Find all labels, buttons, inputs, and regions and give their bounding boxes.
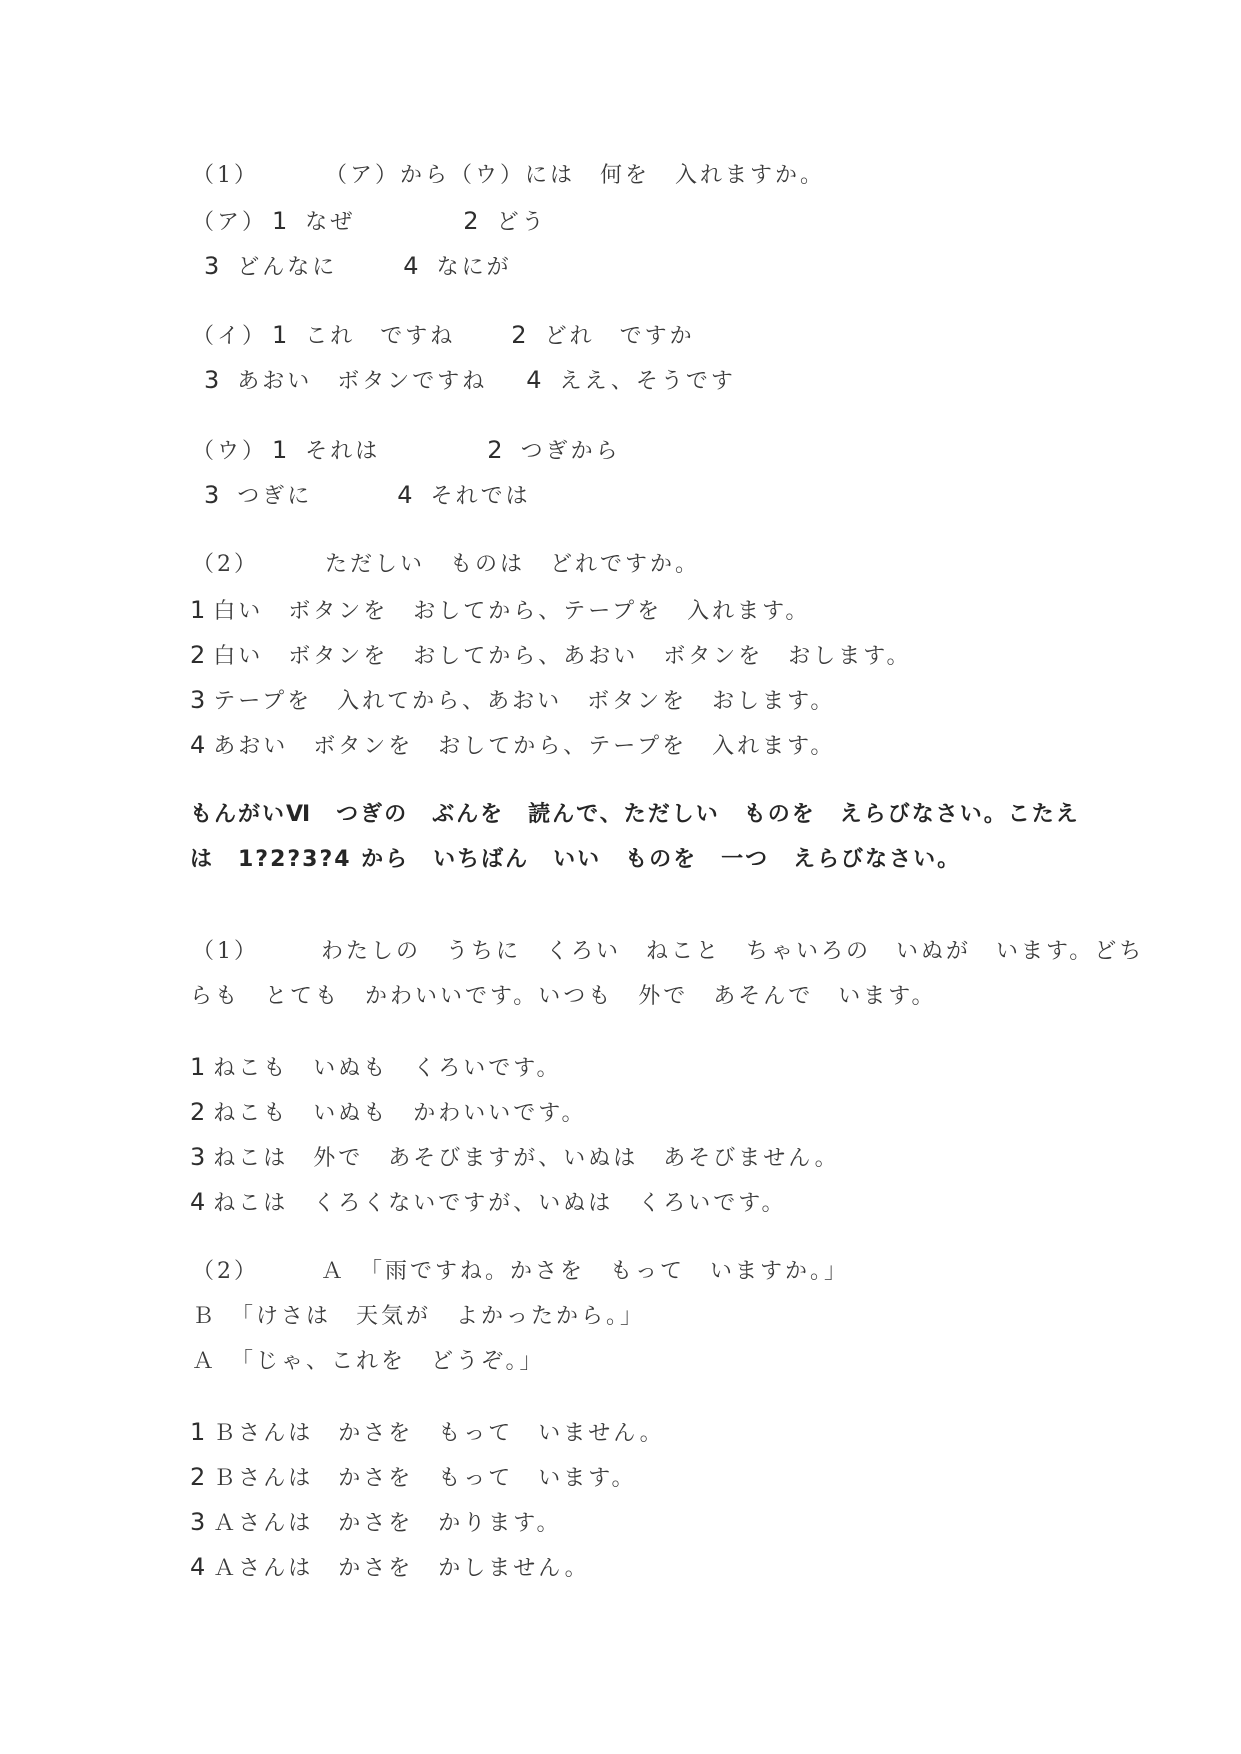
option-text: どれ ですか (544, 324, 695, 349)
dialogue-line: Ｂ 「けさは 天気が よかったから。」 (192, 1304, 646, 1329)
option-text: つぎから (520, 439, 621, 464)
choice-text: あおい ボタンを おしてから、テープを 入れます。 (213, 734, 836, 759)
choice-text: Ａさんは かさを かります。 (213, 1511, 562, 1536)
choice-number: 2 (190, 1098, 206, 1126)
choice-text: Ａさんは かさを かしません。 (213, 1556, 590, 1581)
choice-text: 白い ボタンを おしてから、あおい ボタンを おします。 (213, 644, 912, 669)
question-number: （2） (192, 552, 259, 577)
question-header (192, 550, 700, 580)
question-number: （2） (192, 1259, 259, 1284)
option-row (192, 206, 547, 238)
choice-number: 4 (190, 1553, 206, 1581)
choice-number: 1 (190, 1053, 206, 1081)
blank-label: （イ） (192, 324, 268, 349)
dialogue-text: Ａ 「雨ですね。かさを もって いますか。」 (321, 1259, 850, 1284)
choice-text: ねこも いぬも くろいです。 (213, 1056, 562, 1081)
choice-number: 1 (190, 596, 206, 624)
option-number: 1 (272, 436, 288, 464)
answer-choice (190, 1097, 587, 1129)
option-text: これ ですね (305, 324, 456, 349)
option-number: 1 (272, 321, 288, 349)
option-text: それは (305, 439, 381, 464)
choice-number: 4 (190, 1188, 206, 1216)
choice-text: ねこは くろくないですが、いぬは くろいです。 (213, 1191, 787, 1216)
choice-number: 1 (190, 1418, 206, 1446)
option-row (204, 251, 512, 283)
choice-text: Ｂさんは かさを もって います。 (213, 1466, 637, 1491)
option-text: どう (496, 210, 547, 235)
option-text: どんなに (237, 255, 338, 280)
blank-label: （ウ） (192, 439, 268, 464)
answer-choice (190, 1142, 840, 1174)
section-instruction: は 1?2?3?4 から いちばん いい ものを 一つ えらびなさい。 (190, 847, 962, 872)
choice-number: 2 (190, 1463, 206, 1491)
answer-choice (190, 595, 810, 627)
option-text: なにが (436, 255, 512, 280)
option-number: 2 (463, 207, 479, 235)
choice-text: 白い ボタンを おしてから、テープを 入れます。 (213, 599, 811, 624)
option-number: 3 (204, 481, 220, 509)
option-number: 3 (204, 252, 220, 280)
question-number: （1） (192, 939, 259, 964)
option-row (204, 365, 736, 397)
dialogue-line (192, 1257, 849, 1287)
option-text: それでは (430, 484, 531, 509)
choice-text: テープを 入れてから、あおい ボタンを おします。 (213, 689, 836, 714)
reading-passage: らも とても かわいいです。いつも 外で あそんで います。 (190, 984, 937, 1009)
option-number: 4 (397, 481, 413, 509)
choice-number: 4 (190, 731, 206, 759)
option-text: ええ、そうです (559, 369, 736, 394)
question-prompt: （ア）から（ウ）には 何を 入れますか。 (325, 163, 826, 188)
question-header (192, 161, 825, 191)
dialogue-line: Ａ 「じゃ、これを どうぞ。」 (192, 1349, 545, 1374)
answer-choice (190, 1507, 562, 1539)
passage-text: わたしの うちに くろい ねこと ちゃいろの いぬが います。どち (321, 939, 1145, 964)
option-number: 3 (204, 366, 220, 394)
choice-number: 3 (190, 686, 206, 714)
choice-text: Ｂさんは かさを もって いません。 (213, 1421, 665, 1446)
question-number: （1） (192, 163, 259, 188)
blank-label: （ア） (192, 210, 268, 235)
choice-number: 2 (190, 641, 206, 669)
choice-number: 3 (190, 1143, 206, 1171)
option-row (192, 435, 621, 467)
option-number: 2 (511, 321, 527, 349)
choice-text: ねこも いぬも かわいいです。 (213, 1101, 587, 1126)
option-number: 2 (487, 436, 503, 464)
answer-choice (190, 1187, 787, 1219)
option-number: 4 (403, 252, 419, 280)
option-row (192, 320, 695, 352)
answer-choice (190, 730, 835, 762)
option-text: なぜ (305, 210, 356, 235)
answer-choice (190, 1052, 562, 1084)
option-text: あおい ボタンですね (237, 369, 488, 394)
option-row (204, 480, 531, 512)
option-text: つぎに (237, 484, 313, 509)
answer-choice (190, 640, 912, 672)
answer-choice (190, 685, 835, 717)
question-prompt: ただしい ものは どれですか。 (325, 552, 701, 577)
choice-number: 3 (190, 1508, 206, 1536)
answer-choice (190, 1462, 637, 1494)
option-number: 1 (272, 207, 288, 235)
answer-choice (190, 1552, 590, 1584)
answer-choice (190, 1417, 665, 1449)
option-number: 4 (526, 366, 542, 394)
choice-text: ねこは 外で あそびますが、いぬは あそびません。 (213, 1146, 840, 1171)
section-instruction: もんがいⅥ つぎの ぶんを 読んで、ただしい ものを えらびなさい。こたえ (190, 802, 1080, 827)
reading-passage (192, 937, 1144, 967)
